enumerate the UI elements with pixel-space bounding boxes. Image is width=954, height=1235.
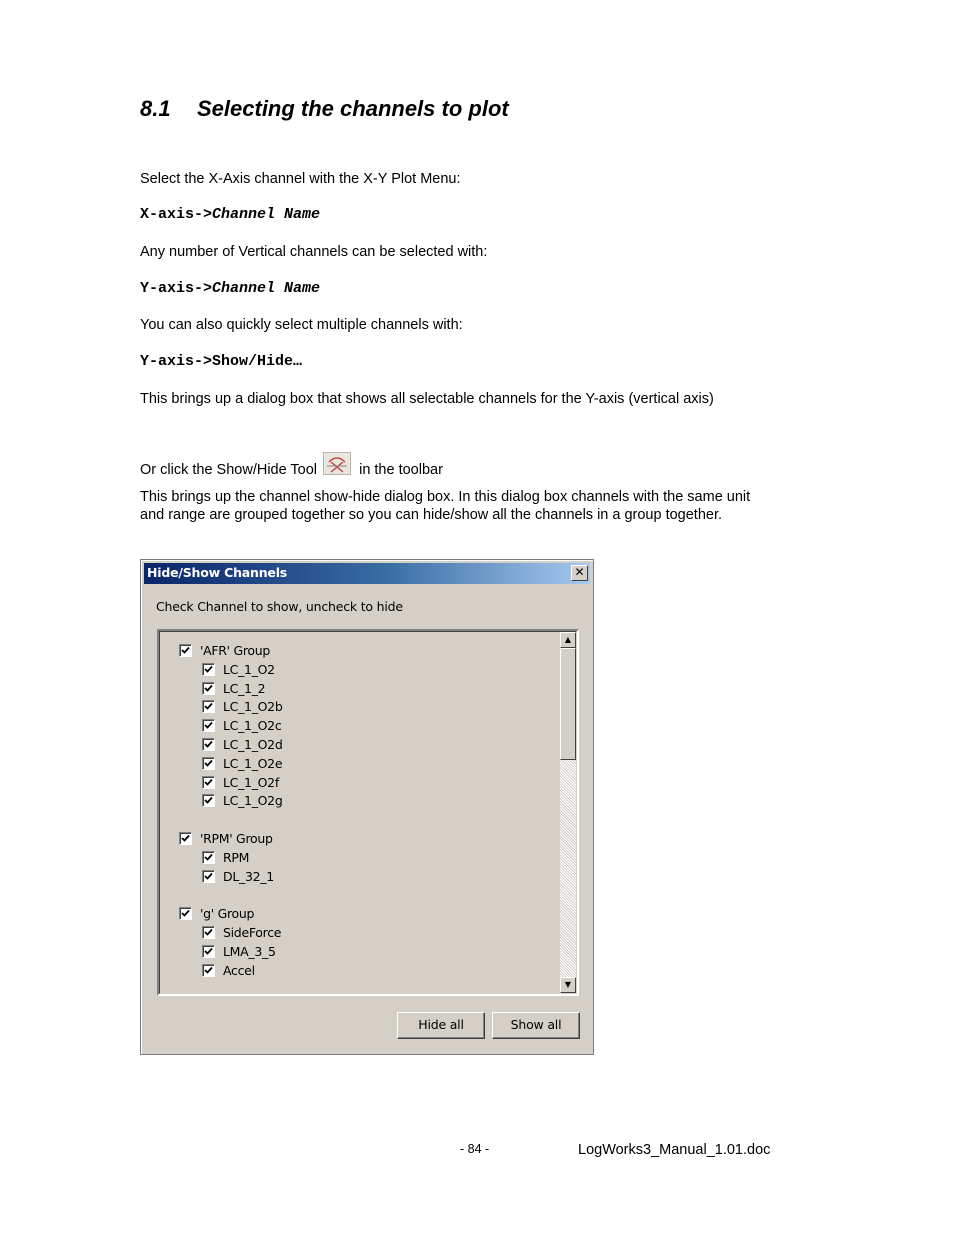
channel-label: LC_1_O2 bbox=[223, 661, 275, 677]
hide-show-dialog bbox=[140, 559, 594, 1055]
group-label: 'AFR' Group bbox=[200, 643, 271, 658]
vertical-scrollbar[interactable] bbox=[560, 632, 576, 993]
hide-all-button[interactable]: Hide all bbox=[397, 1012, 485, 1039]
section-title: Selecting the channels to plot bbox=[197, 96, 509, 121]
page-number: - 84 - bbox=[460, 1142, 490, 1156]
channel-checkbox[interactable] bbox=[202, 794, 215, 807]
channel-label: LC_1_O2e bbox=[223, 755, 283, 771]
paragraph-grouping-line1: This brings up the channel show-hide dialog box. In this dialog box channels with the same unit bbox=[140, 489, 751, 505]
group-label: 'g' Group bbox=[200, 906, 255, 922]
code-yaxis: Y-axis->Channel Name bbox=[140, 280, 321, 297]
dialog-title: Hide/Show Channels bbox=[147, 565, 288, 580]
close-button[interactable]: ✕ bbox=[571, 565, 588, 581]
channel-label: LC_1_O2f bbox=[223, 774, 279, 790]
channel-label: LC_1_O2d bbox=[223, 737, 283, 752]
channel-checkbox[interactable] bbox=[202, 738, 215, 751]
dialog-titlebar[interactable] bbox=[144, 563, 590, 584]
channel-label: LC_1_O2g bbox=[223, 793, 283, 809]
channel-label: Accel bbox=[223, 962, 255, 978]
scroll-up-button[interactable]: ▲ bbox=[560, 632, 576, 648]
section-number: 8.1 bbox=[140, 96, 171, 121]
code-showhide: Y-axis->Show/Hide… bbox=[140, 353, 303, 370]
paragraph-xaxis: Select the X-Axis channel with the X-Y Plot Menu: bbox=[140, 171, 461, 187]
paragraph-multiple: You can also quickly select multiple channels with: bbox=[140, 317, 463, 333]
channel-checkbox[interactable] bbox=[202, 682, 215, 695]
channel-label: SideForce bbox=[223, 925, 282, 940]
channel-checkbox[interactable] bbox=[202, 870, 215, 883]
channel-checkbox[interactable] bbox=[202, 757, 215, 770]
channel-checkbox[interactable] bbox=[202, 851, 215, 864]
show-hide-tool-icon bbox=[323, 452, 351, 476]
group-checkbox[interactable] bbox=[179, 907, 192, 920]
channel-label: RPM bbox=[223, 849, 250, 865]
paragraph-toolbar: Or click the Show/Hide Tool in the toolbar bbox=[140, 452, 443, 479]
show-all-button[interactable]: Show all bbox=[492, 1012, 580, 1039]
channel-checkbox[interactable] bbox=[202, 700, 215, 713]
channel-checkbox[interactable] bbox=[202, 926, 215, 939]
channel-label: LC_1_2 bbox=[223, 680, 266, 696]
channel-label: LMA_3_5 bbox=[223, 943, 276, 959]
channel-listbox[interactable] bbox=[157, 629, 579, 996]
paragraph-vertical: Any number of Vertical channels can be selected with: bbox=[140, 244, 488, 260]
channel-label: DL_32_1 bbox=[223, 868, 274, 884]
group-checkbox[interactable] bbox=[179, 832, 192, 845]
paragraph-grouping-line2: and range are grouped together so you can hide/show all the channels in a group together. bbox=[140, 507, 723, 523]
channel-checkbox[interactable] bbox=[202, 945, 215, 958]
group-checkbox[interactable] bbox=[179, 644, 192, 657]
document-name: LogWorks3_Manual_1.01.doc bbox=[578, 1142, 771, 1158]
channel-checkbox[interactable] bbox=[202, 964, 215, 977]
group-label: 'RPM' Group bbox=[200, 831, 273, 846]
code-xaxis: X-axis->Channel Name bbox=[140, 206, 321, 223]
dialog-instruction: Check Channel to show, uncheck to hide bbox=[156, 599, 403, 614]
channel-checkbox[interactable] bbox=[202, 719, 215, 732]
channel-label: LC_1_O2c bbox=[223, 718, 282, 734]
channel-label: LC_1_O2b bbox=[223, 699, 283, 715]
channel-checkbox[interactable] bbox=[202, 663, 215, 676]
paragraph-dialog-desc: This brings up a dialog box that shows all selectable channels for the Y-axis (vertical axis) bbox=[140, 391, 714, 407]
channel-checkbox[interactable] bbox=[202, 776, 215, 789]
scroll-thumb[interactable] bbox=[560, 648, 576, 760]
scroll-down-button[interactable]: ▼ bbox=[560, 977, 576, 993]
section-heading bbox=[140, 96, 509, 122]
